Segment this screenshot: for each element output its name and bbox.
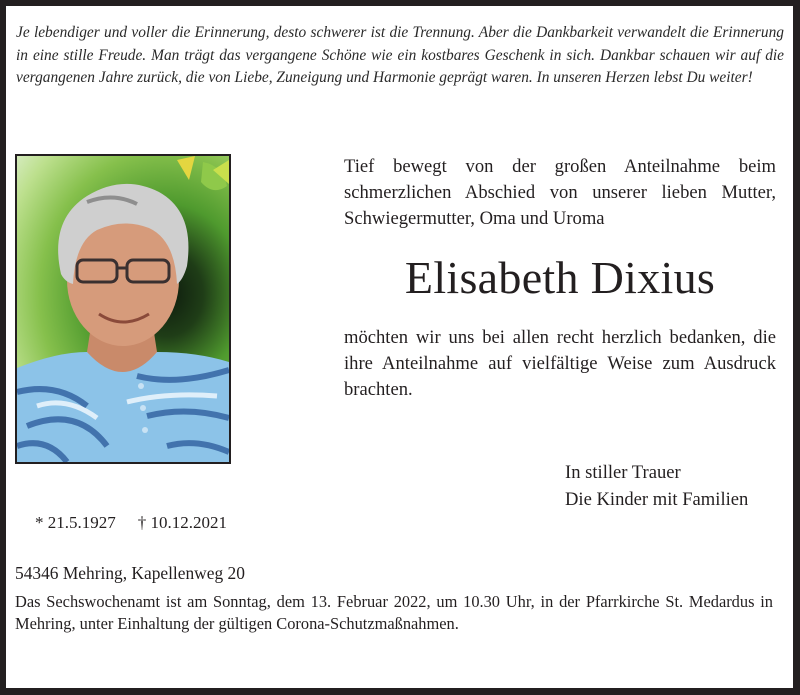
obituary-notice <box>6 6 793 688</box>
signoff-line-2: Die Kinder mit Familien <box>565 489 749 510</box>
portrait-illustration <box>17 156 229 462</box>
memorial-service-info: Das Sechswochenamt ist am Sonntag, dem 13. Februar 2022, um 10.30 Uhr, in der Pfarrkirche St. Medardus in Mehring, unter Einhaltung der gültigen Corona-Schutzmaßnahmen. <box>15 592 773 633</box>
birth-date: * 21.5.1927 <box>35 513 116 532</box>
thanks-text: möchten wir uns bei allen recht herzlich bedanken, die ihre Anteilnahme auf vielfältige Weise zum Ausdruck brachten. <box>344 327 776 400</box>
death-date: † 10.12.2021 <box>137 513 227 532</box>
signoff-line-1: In stiller Trauer <box>565 462 681 483</box>
memorial-poem: Je lebendiger und voller die Erinnerung, desto schwerer ist die Trennung. Aber die Dankbarkeit verwandelt die Erinnerung in eine stille Freude. Man trägt das vergangene Schöne wie ein kostbares Geschenk in sich. Dankbar schauen wir auf die vergangenen Jahre zurück, die von Liebe, Zuneigung und Harmonie geprägt waren. In unseren Herzen lebst Du weiter! <box>16 24 784 86</box>
family-address: 54346 Mehring, Kapellenweg 20 <box>15 563 245 583</box>
signoff <box>565 459 748 513</box>
life-dates <box>18 490 227 556</box>
portrait-photo <box>15 154 231 464</box>
intro-text: Tief bewegt von der großen Anteilnahme beim schmerzlichen Abschied von unserer lieben Mutter, Schwiegermutter, Oma und Uroma <box>344 156 776 229</box>
deceased-name: Elisabeth Dixius <box>404 252 716 303</box>
